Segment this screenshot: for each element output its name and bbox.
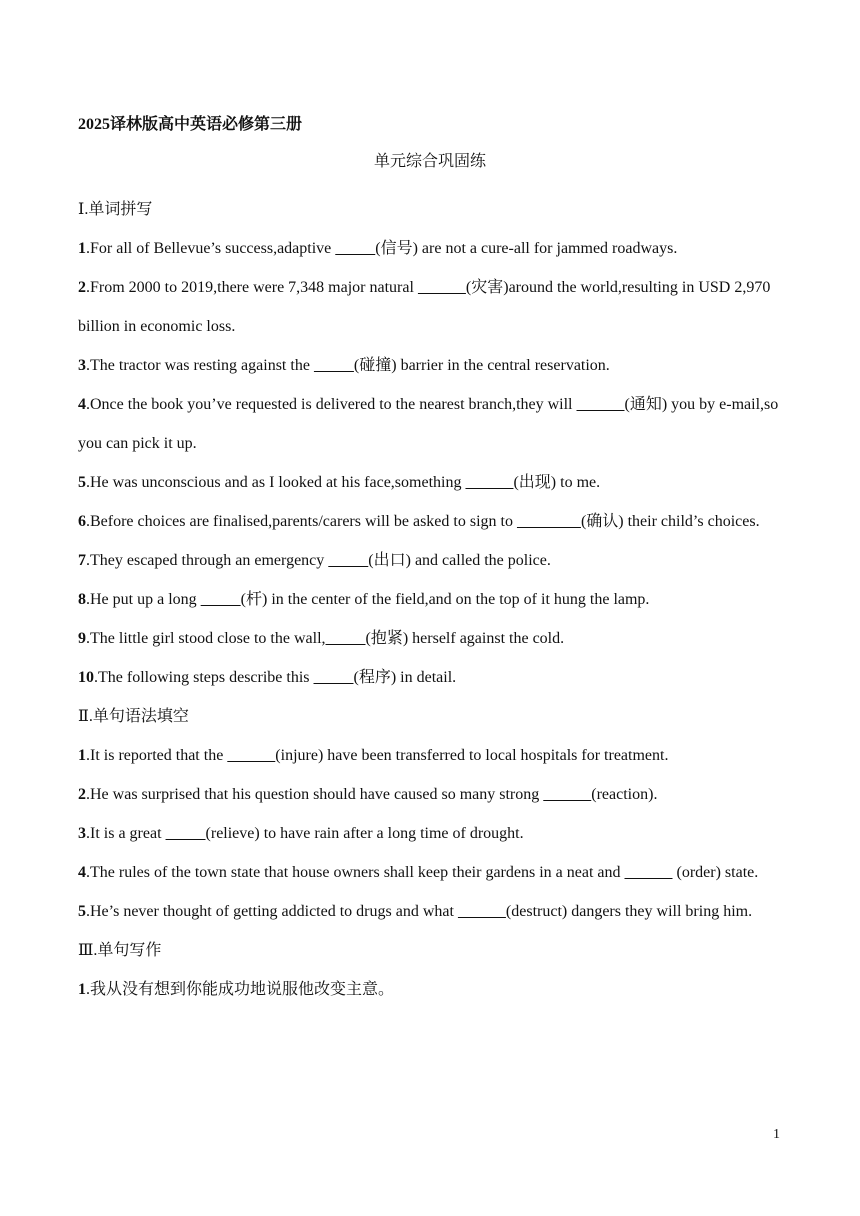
- question-text: .It is reported that the: [86, 747, 228, 764]
- question-number: 2: [78, 279, 86, 296]
- question-number: 1: [78, 747, 86, 764]
- answer-blank: [166, 825, 206, 842]
- answer-blank: [418, 279, 466, 296]
- question-hint: (destruct) dangers they will bring him.: [505, 903, 753, 920]
- question-item: [78, 580, 783, 619]
- question-text: .He was surprised that his question should have caused so many strong: [86, 786, 544, 803]
- question-item: [78, 541, 783, 580]
- question-number: 10: [78, 669, 94, 686]
- question-number: 6: [78, 513, 86, 530]
- question-item: [78, 619, 783, 658]
- answer-blank: [577, 396, 625, 413]
- question-hint: (reaction).: [591, 786, 658, 803]
- question-hint: (relieve) to have rain after a long time of drought.: [205, 825, 524, 842]
- question-text: .It is a great: [86, 825, 166, 842]
- question-text: .Before choices are finalised,parents/carers will be asked to sign to: [86, 513, 517, 530]
- question-text: .He was unconscious and as I looked at his face,something: [86, 474, 466, 491]
- question-hint: (通知) you by e-mail,so you can pick it up.: [78, 396, 779, 452]
- question-hint: (抱紧) herself against the cold.: [365, 630, 565, 647]
- answer-blank: [314, 669, 354, 686]
- question-item: [78, 229, 783, 268]
- section-heading-word-spelling: Ⅰ.单词拼写: [78, 201, 153, 218]
- question-text: .The rules of the town state that house owners shall keep their gardens in a neat and: [86, 864, 625, 881]
- question-number: 3: [78, 825, 86, 842]
- document-subtitle: 单元综合巩固练: [373, 153, 486, 170]
- answer-blank: [465, 474, 513, 491]
- question-number: 3: [78, 357, 86, 374]
- question-text: .Once the book you’ve requested is delivered to the nearest branch,they will: [86, 396, 577, 413]
- question-item: [78, 502, 783, 541]
- question-item: [78, 385, 783, 463]
- answer-blank: [458, 903, 506, 920]
- question-hint: (出现) to me.: [513, 474, 601, 491]
- question-number: 2: [78, 786, 86, 803]
- question-number: 1: [78, 240, 86, 257]
- section-heading-sentence-writing: Ⅲ.单句写作: [78, 942, 162, 959]
- answer-blank: [227, 747, 275, 764]
- question-text: .For all of Bellevue’s success,adaptive: [86, 240, 336, 257]
- exercise-body: [78, 190, 783, 1009]
- section-heading-grammar-fill: Ⅱ.单句语法填空: [78, 708, 189, 725]
- question-hint: (injure) have been transferred to local hospitals for treatment.: [275, 747, 669, 764]
- answer-blank: [625, 864, 673, 881]
- question-item: [78, 775, 783, 814]
- document-title: 2025译林版高中英语必修第三册: [78, 116, 303, 133]
- answer-blank: [517, 513, 581, 530]
- question-item: [78, 853, 783, 892]
- question-hint: (杆) in the center of the field,and on the top of it hung the lamp.: [240, 591, 650, 608]
- answer-blank: [314, 357, 354, 374]
- answer-blank: [328, 552, 368, 569]
- question-hint: (灾害)around the world,resulting in USD 2,970 billion in economic loss.: [78, 279, 771, 335]
- question-text: .The tractor was resting against the: [86, 357, 314, 374]
- question-number: 8: [78, 591, 86, 608]
- question-number: 5: [78, 903, 86, 920]
- question-number: 4: [78, 396, 86, 413]
- question-text: .He’s never thought of getting addicted to drugs and what: [86, 903, 458, 920]
- page-number: 1: [773, 1127, 780, 1142]
- answer-blank: [201, 591, 241, 608]
- question-number: 1: [78, 981, 86, 998]
- question-item: [78, 814, 783, 853]
- question-text: .They escaped through an emergency: [86, 552, 329, 569]
- question-item: [78, 268, 783, 346]
- question-item: [78, 892, 783, 931]
- question-hint: (信号) are not a cure-all for jammed roadways.: [375, 240, 678, 257]
- answer-blank: [543, 786, 591, 803]
- question-hint: (确认) their child’s choices.: [580, 513, 760, 530]
- question-hint: (碰撞) barrier in the central reservation.: [353, 357, 610, 374]
- answer-blank: [326, 630, 366, 647]
- question-number: 5: [78, 474, 86, 491]
- question-text: .The following steps describe this: [94, 669, 314, 686]
- question-number: 4: [78, 864, 86, 881]
- question-text: .From 2000 to 2019,there were 7,348 major natural: [86, 279, 418, 296]
- question-hint: (order) state.: [672, 864, 759, 881]
- question-number: 9: [78, 630, 86, 647]
- question-hint: (程序) in detail.: [353, 669, 457, 686]
- question-item: [78, 736, 783, 775]
- answer-blank: [335, 240, 375, 257]
- question-item: [78, 463, 783, 502]
- question-item: [78, 970, 783, 1009]
- question-item: [78, 658, 783, 697]
- question-item: [78, 346, 783, 385]
- question-text: .我从没有想到你能成功地说服他改变主意。: [86, 981, 395, 998]
- question-hint: (出口) and called the police.: [368, 552, 551, 569]
- question-text: .The little girl stood close to the wall,: [86, 630, 326, 647]
- question-number: 7: [78, 552, 86, 569]
- question-text: .He put up a long: [86, 591, 201, 608]
